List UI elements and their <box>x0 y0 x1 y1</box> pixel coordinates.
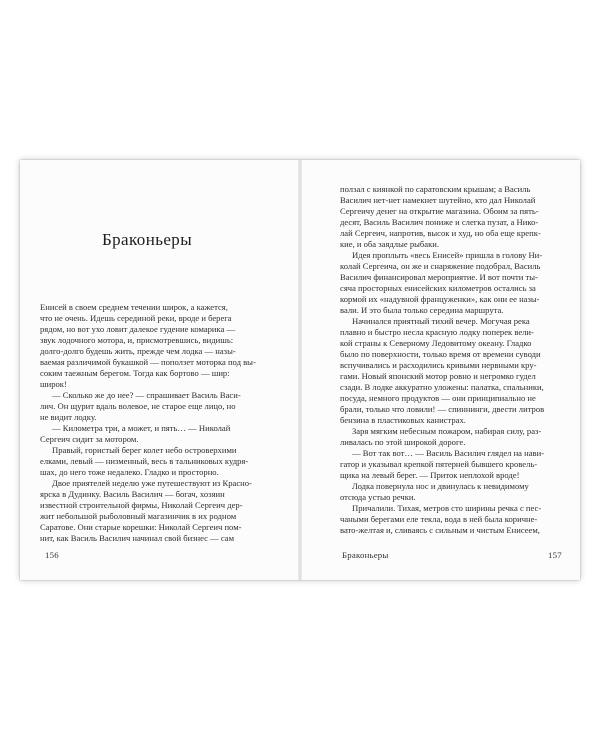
text-line: щика на левый берег. — Приток неплохой вроде! <box>340 470 520 480</box>
left-page-text <box>40 302 272 544</box>
text-line: Двое приятелей неделю уже путешествуют из Красно- <box>52 478 252 488</box>
text-line: брали, только что ловили! — спиннинги, двести литров <box>340 404 545 414</box>
text-line: — Километра три, а может, и пять… — Николай <box>52 423 231 433</box>
text-line: Василич финансировал мероприятие. И вот почти ты- <box>340 272 538 282</box>
text-line: Причалили. Тихая, метров сто ширины речка с пес- <box>352 503 542 513</box>
text-line: Саратове. Они старые корешки: Николай Сергеич пом- <box>40 522 242 532</box>
text-line: сзади. В лодке аккуратно уложены: палатка, спальники, <box>340 382 544 392</box>
text-line: посуда, немного продуктов — они принципиально не <box>340 393 536 403</box>
text-line: Сергеичу денег на открытие магазина. Обоим за пять- <box>340 206 539 216</box>
text-line: вато-желтая и, сливаясь с сильным и чистым Енисеем, <box>340 525 540 535</box>
text-line: что не очень. Идешь серединой реки, вроде и берега <box>40 313 232 323</box>
text-line: сяча просторных енисейских километров остались за <box>340 283 536 293</box>
text-line: кой страны к Северному Ледовитому океану. Гладко <box>340 338 532 348</box>
text-line: лич. Он щурит вдаль волевое, не старое еще лицо, но <box>40 401 236 411</box>
text-line: Лодка повернула нос и двинулась к невидимому <box>352 481 529 491</box>
text-line: ливалась по этой широкой дороге. <box>340 437 466 447</box>
right-page-text <box>340 184 570 536</box>
text-line: гами. Новый японский мотор ровно и негромко гудел <box>340 371 536 381</box>
text-line: гатор и указывал крепкой пятерней бывшего кровель- <box>340 459 538 469</box>
text-line: долго-долго будешь жить, прежде чем лодка — назы- <box>40 346 236 356</box>
text-line: Василич нет-нет намекнет шутейно, кто дал Николай <box>340 195 536 205</box>
text-line: шах, до него тоже недалеко. Гладко и просторно. <box>40 467 219 477</box>
text-line: звук лодочного мотора, и, присмотревшись, видишь: <box>40 335 234 345</box>
text-line: ползал с киянкой по саратовским крышам; а Василь <box>340 184 531 194</box>
text-line: широк! <box>40 379 67 389</box>
text-line: Енисей в своем среднем течении широк, а кажется, <box>40 302 228 312</box>
text-line: — Вот так вот… — Василь Василич глядел на нави- <box>352 448 545 458</box>
text-line: не видит лодку. <box>40 412 97 422</box>
text-line: Правый, гористый берег колет небо островерхими <box>52 445 237 455</box>
left-page-number: 156 <box>45 550 59 560</box>
text-line: Сергеич сидит за мотором. <box>40 434 139 444</box>
text-line: чаными берегами еле текла, вода в ней была коричне- <box>340 514 538 524</box>
right-page-number: 157 <box>548 550 562 560</box>
text-line: Начинался приятный тихий вечер. Могучая река <box>352 316 530 326</box>
text-line: десят, Василь Василич пониже и слегка пузат, а Нико- <box>340 217 539 227</box>
text-line: плавно и быстро несла красную лодку поперек вели- <box>340 327 534 337</box>
text-line: было по поверхности, только время от времени суводи <box>340 349 541 359</box>
text-line: ваемая различимой букашкой — поползет моторка под вы- <box>40 357 256 367</box>
text-line: ярска в Дудинку. Василь Василич — богач, хозяин <box>40 489 225 499</box>
text-line: отсюда устью речки. <box>340 492 416 502</box>
text-line: кие, и оба заядлые рыбаки. <box>340 239 440 249</box>
text-line: Идея проплыть «весь Енисей» пришла в голову Ни- <box>352 250 543 260</box>
text-line: колай Сергеича, он же и снаряжение подобрал, Василь <box>340 261 541 271</box>
text-line: соким таежным берегом. Тогда как бортово — шир: <box>40 368 230 378</box>
text-line: рядом, но вот ухо ловит далекое гудение комарика — <box>40 324 236 334</box>
text-line: елками, левый — низменный, весь в тальниковых кудря- <box>40 456 249 466</box>
chapter-title: Браконьеры <box>102 230 193 249</box>
page-gutter <box>298 160 302 580</box>
text-line: Заря мягким небесным пожаром, набирая силу, раз- <box>352 426 542 436</box>
text-line: бензина в пластиковых канистрах. <box>340 415 466 425</box>
text-line: лай Сергеич, напротив, высок и худ, но оба еще крепк- <box>340 228 541 238</box>
text-line: вали. И это была только середина маршрута. <box>340 305 504 315</box>
text-line: кормой их «надувной француженки», как они ее назы- <box>340 294 540 304</box>
text-line: жит небольшой рыболовный магазинчик в их родном <box>40 511 237 521</box>
text-line: нит, как Василь Василич начинал свой бизнес — сам <box>40 533 235 543</box>
text-line: вспучивались и расходились кривыми нервными кру- <box>340 360 537 370</box>
text-line: — Сколько же до нее? — спрашивает Василь Васи- <box>52 390 241 400</box>
running-head: Браконьеры <box>342 550 389 560</box>
text-line: известной строительной фирмы, Николай Сергеич дер- <box>40 500 243 510</box>
